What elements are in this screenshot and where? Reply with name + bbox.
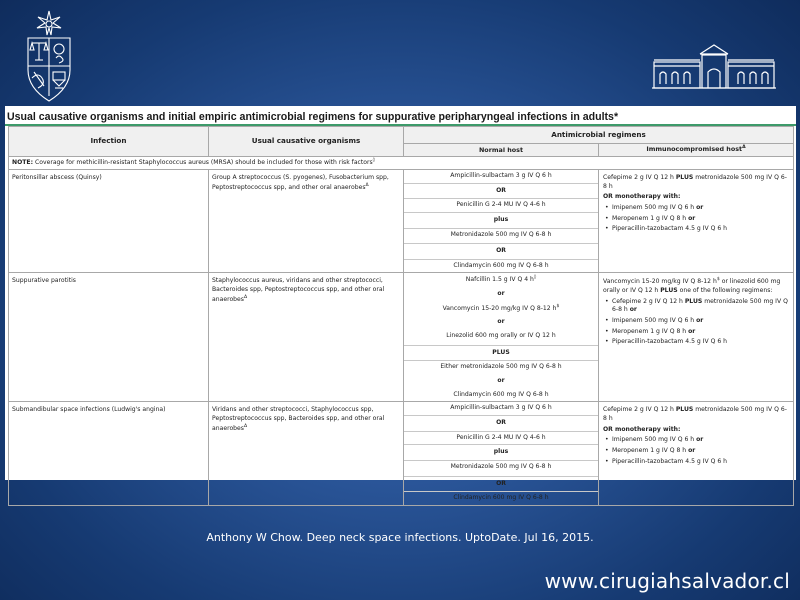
university-seal-icon	[24, 8, 74, 106]
normal-host-cell: Ampicillin-sulbactam 3 g IV Q 6 h OR Penicillin G 2-4 MU IV Q 4-6 h plus Metronidazole 500 mg IV Q 6-8 h OR Clindamycin 600 mg IV Q 6-8 h	[404, 402, 599, 505]
table-row	[9, 170, 794, 273]
antimicrobial-table	[8, 126, 794, 506]
website-url: www.cirugiahsalvador.cl	[544, 569, 790, 593]
infection-cell: Submandibular space infections (Ludwig's angina)	[9, 402, 209, 505]
citation-text: Anthony W Chow. Deep neck space infections. UptoDate. Jul 16, 2015.	[206, 531, 594, 544]
list-item: • Piperacillin-tazobactam 4.5 g IV Q 6 h	[603, 225, 789, 234]
table-title: Usual causative organisms and initial empiric antimicrobial regimens for suppurative peripharyngeal infections in adults*	[5, 106, 796, 126]
table-row	[9, 402, 794, 505]
list-item: • Meropenem 1 g IV Q 8 h or	[603, 328, 789, 337]
list-item: • Piperacillin-tazobactam 4.5 g IV Q 6 h	[603, 338, 789, 347]
list-item: • Meropenem 1 g IV Q 8 h or	[603, 215, 789, 224]
list-item: • Imipenem 500 mg IV Q 6 h or	[603, 204, 789, 213]
header-normal-host: Normal host	[404, 144, 599, 157]
table-row	[9, 273, 794, 402]
normal-host-cell: Ampicillin-sulbactam 3 g IV Q 6 h OR Penicillin G 2-4 MU IV Q 4-6 h plus Metronidazole 500 mg IV Q 6-8 h OR Clindamycin 600 mg IV Q 6-8 h	[404, 170, 599, 273]
header-organisms: Usual causative organisms	[209, 127, 404, 157]
list-item: • Meropenem 1 g IV Q 8 h or	[603, 447, 789, 456]
organisms-cell: Viridans and other streptococci, Staphylococcus spp, Peptostreptococcus spp, Bacteroides spp, and other oral anaerobes$^\Delta$	[209, 402, 404, 505]
list-item: • Cefepime 2 g IV Q 12 h PLUS metronidazole 500 mg IV Q 6-8 h or	[603, 298, 789, 315]
organisms-cell: Group A streptococcus (S. pyogenes), Fusobacterium spp, Peptostreptococcus spp, and other oral anaerobes$^\Delta$	[209, 170, 404, 273]
list-item: • Imipenem 500 mg IV Q 6 h or	[603, 317, 789, 326]
organisms-cell: Staphylococcus aureus, viridans and other streptococci, Bacteroides spp, Peptostreptococcus spp, and other oral anaerobes$^\Delta$	[209, 273, 404, 402]
list-item: • Piperacillin-tazobactam 4.5 g IV Q 6 h	[603, 458, 789, 467]
immuno-host-cell: Vancomycin 15-20 mg/kg IV Q 8-12 h$ or linezolid 600 mg orally or IV Q 12 h PLUS one of the following regimens: • Cefepime 2 g IV Q 12 h PLUS metronidazole 500 mg IV Q 6-8 h or • Imipenem 500 mg IV Q 6 h or • Meropenem 1 g IV Q 8 h or • Piperacillin-tazobactam 4.5 g IV Q 6 h	[599, 273, 794, 402]
immuno-host-cell: Cefepime 2 g IV Q 12 h PLUS metronidazole 500 mg IV Q 6-8 h OR monotherapy with: • Imipenem 500 mg IV Q 6 h or • Meropenem 1 g IV Q 8 h or • Piperacillin-tazobactam 4.5 g IV Q 6 h	[599, 402, 794, 505]
table-note: NOTE: Coverage for methicillin-resistant Staphylococcus aureus (MRSA) should be included for those with risk factors◊	[9, 157, 794, 170]
hospital-building-icon	[652, 42, 776, 90]
header-immuno-host: Immunocompromised host$^\Delta$	[599, 144, 794, 157]
infection-cell: Peritonsillar abscess (Quinsy)	[9, 170, 209, 273]
header-infection: Infection	[9, 127, 209, 157]
normal-host-cell: Nafcillin 1.5 g IV Q 4 h◊ or Vancomycin 15-20 mg/kg IV Q 8-12 h$ or Linezolid 600 mg orally or IV Q 12 h PLUS Either metronidazole 500 mg IV Q 6-8 h or Clindamycin 600 mg IV Q 6-8 h	[404, 273, 599, 402]
list-item: • Imipenem 500 mg IV Q 6 h or	[603, 436, 789, 445]
document-screenshot	[5, 106, 796, 502]
immuno-host-cell: Cefepime 2 g IV Q 12 h PLUS metronidazole 500 mg IV Q 6-8 h OR monotherapy with: • Imipenem 500 mg IV Q 6 h or • Meropenem 1 g IV Q 8 h or • Piperacillin-tazobactam 4.5 g IV Q 6 h	[599, 170, 794, 273]
header-regimens: Antimicrobial regimens	[404, 127, 794, 144]
infection-cell: Suppurative parotitis	[9, 273, 209, 402]
